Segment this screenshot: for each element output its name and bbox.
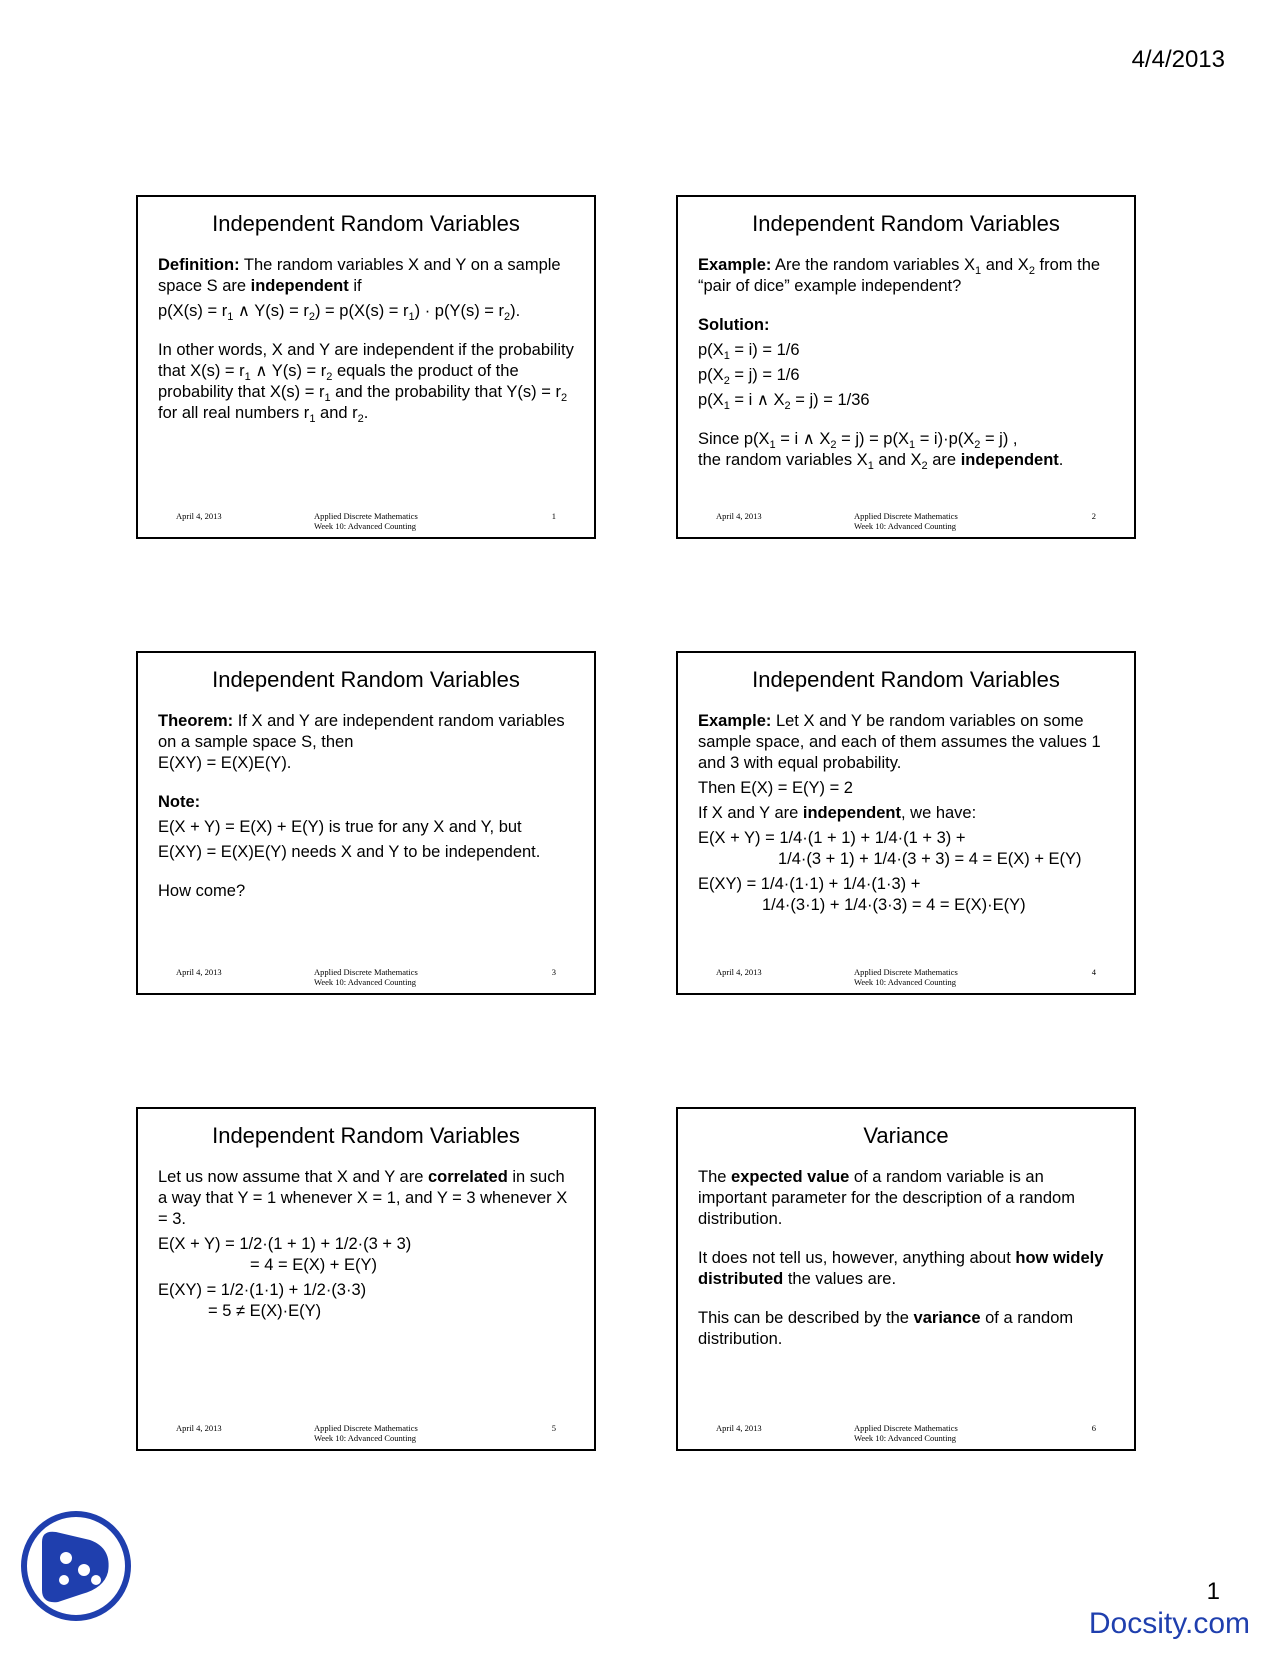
slide-number: 3: [551, 967, 556, 977]
slide-5: [136, 1107, 596, 1451]
slide-title: Independent Random Variables: [212, 1123, 520, 1148]
footer-course: Applied Discrete Mathematics Week 10: Advanced Counting: [314, 967, 418, 987]
slide-footer: [138, 965, 594, 989]
footer-course: Applied Discrete Mathematics Week 10: Advanced Counting: [314, 511, 418, 531]
footer-date: April 4, 2013: [176, 511, 222, 521]
slide-body: Definition: The random variables X and Y on a sample space S are independent if $p(X(s) = r_1$ ∧ $Y(s) = r_2) = p(X(s) = r_1) \cdot p(Y(s) = r_2)$. In other words, X and Y are independent if the probability that $X(s) = r_1$ ∧ $Y(s) = r_2$ equals the product of the probability that $X(s) = r_1$ and the probability that $Y(s) = r_2$ for all real numbers $r_1$ and $r_2$.: [158, 256, 574, 425]
footer-course: Applied Discrete Mathematics Week 10: Advanced Counting: [314, 1423, 418, 1443]
footer-date: April 4, 2013: [176, 967, 222, 977]
slide-footer: [678, 965, 1134, 989]
footer-course: Applied Discrete Mathematics Week 10: Advanced Counting: [854, 967, 958, 987]
footer-date: April 4, 2013: [176, 1423, 222, 1433]
slide-title: Independent Random Variables: [752, 211, 1060, 236]
slide-footer: [678, 509, 1134, 533]
slide-1: [136, 195, 596, 539]
slide-footer: [138, 1421, 594, 1445]
slide-4: [676, 651, 1136, 995]
slide-2: [676, 195, 1136, 539]
footer-course: Applied Discrete Mathematics Week 10: Advanced Counting: [854, 511, 958, 531]
page-date: 4/4/2013: [1131, 46, 1225, 73]
docsity-brand-link[interactable]: Docsity.com: [1088, 1607, 1250, 1640]
slide-number: 6: [1091, 1423, 1096, 1433]
slide-number: 2: [1091, 511, 1096, 521]
slide-body: Example: Are the random variables $X_1$ and $X_2$ from the “pair of dice” example independent? Solution: $p(X_1 = i) = 1/6$ $p(X_2 = j) = 1/6$ $p(X_1 = i$ ∧ $X_2 = j) = 1/36$ Since $p(X_1 = i$ ∧ $X_2 = j) = p(X_1 = i)\cdot p(X_2 = j)$ , the random variables $X_1$ and $X_2$ are independent.: [698, 256, 1101, 472]
slide-title: Variance: [863, 1123, 949, 1148]
slide-title: Independent Random Variables: [212, 667, 520, 692]
docsity-logo-icon[interactable]: [20, 1510, 132, 1622]
footer-course: Applied Discrete Mathematics Week 10: Advanced Counting: [854, 1423, 958, 1443]
slide-3: [136, 651, 596, 995]
slide-title: Independent Random Variables: [752, 667, 1060, 692]
slide-body: Let us now assume that X and Y are correlated in such a way that Y = 1 whenever X = 1, and Y = 3 whenever X = 3. E(X + Y) = 1/2·(1 + 1) + 1/2·(3 + 3) = 4 = E(X) + E(Y) E(XY) = 1/2·(1·1) + 1/2·(3·3) = 5 ≠ E(X)·E(Y): [158, 1168, 568, 1320]
slide-number: 1: [551, 511, 556, 521]
footer-date: April 4, 2013: [716, 511, 762, 521]
page-number: 1: [1206, 1578, 1220, 1605]
footer-date: April 4, 2013: [716, 967, 762, 977]
slide-body: The expected value of a random variable is an important parameter for the description of a random distribution. It does not tell us, however, anything about how widely distributed the values are. This can be described by the variance of a random distribution.: [698, 1168, 1104, 1348]
slide-number: 5: [551, 1423, 556, 1433]
slide-title: Independent Random Variables: [212, 211, 520, 236]
slide-number: 4: [1091, 967, 1096, 977]
footer-date: April 4, 2013: [716, 1423, 762, 1433]
slide-body: Example: Let X and Y be random variables on some sample space, and each of them assumes the values 1 and 3 with equal probability. Then E(X) = E(Y) = 2 If X and Y are independent, we have: E(X + Y) = 1/4·(1 + 1) + 1/4·(1 + 3) + 1/4·(3 + 1) + 1/4·(3 + 3) = 4 = E(X) + E(Y) E(XY) = 1/4·(1·1) + 1/4·(1·3) + 1/4·(3·1) + 1/4·(3·3) = 4 = E(X)·E(Y): [698, 712, 1101, 914]
slide-6: [676, 1107, 1136, 1451]
slide-footer: [138, 509, 594, 533]
slide-footer: [678, 1421, 1134, 1445]
slide-body: Theorem: If X and Y are independent random variables on a sample space S, then E(XY) = E(X)E(Y). Note: E(X + Y) = E(X) + E(Y) is true for any X and Y, but E(XY) = E(X)E(Y) needs X and Y to be independent. How come?: [158, 712, 565, 900]
